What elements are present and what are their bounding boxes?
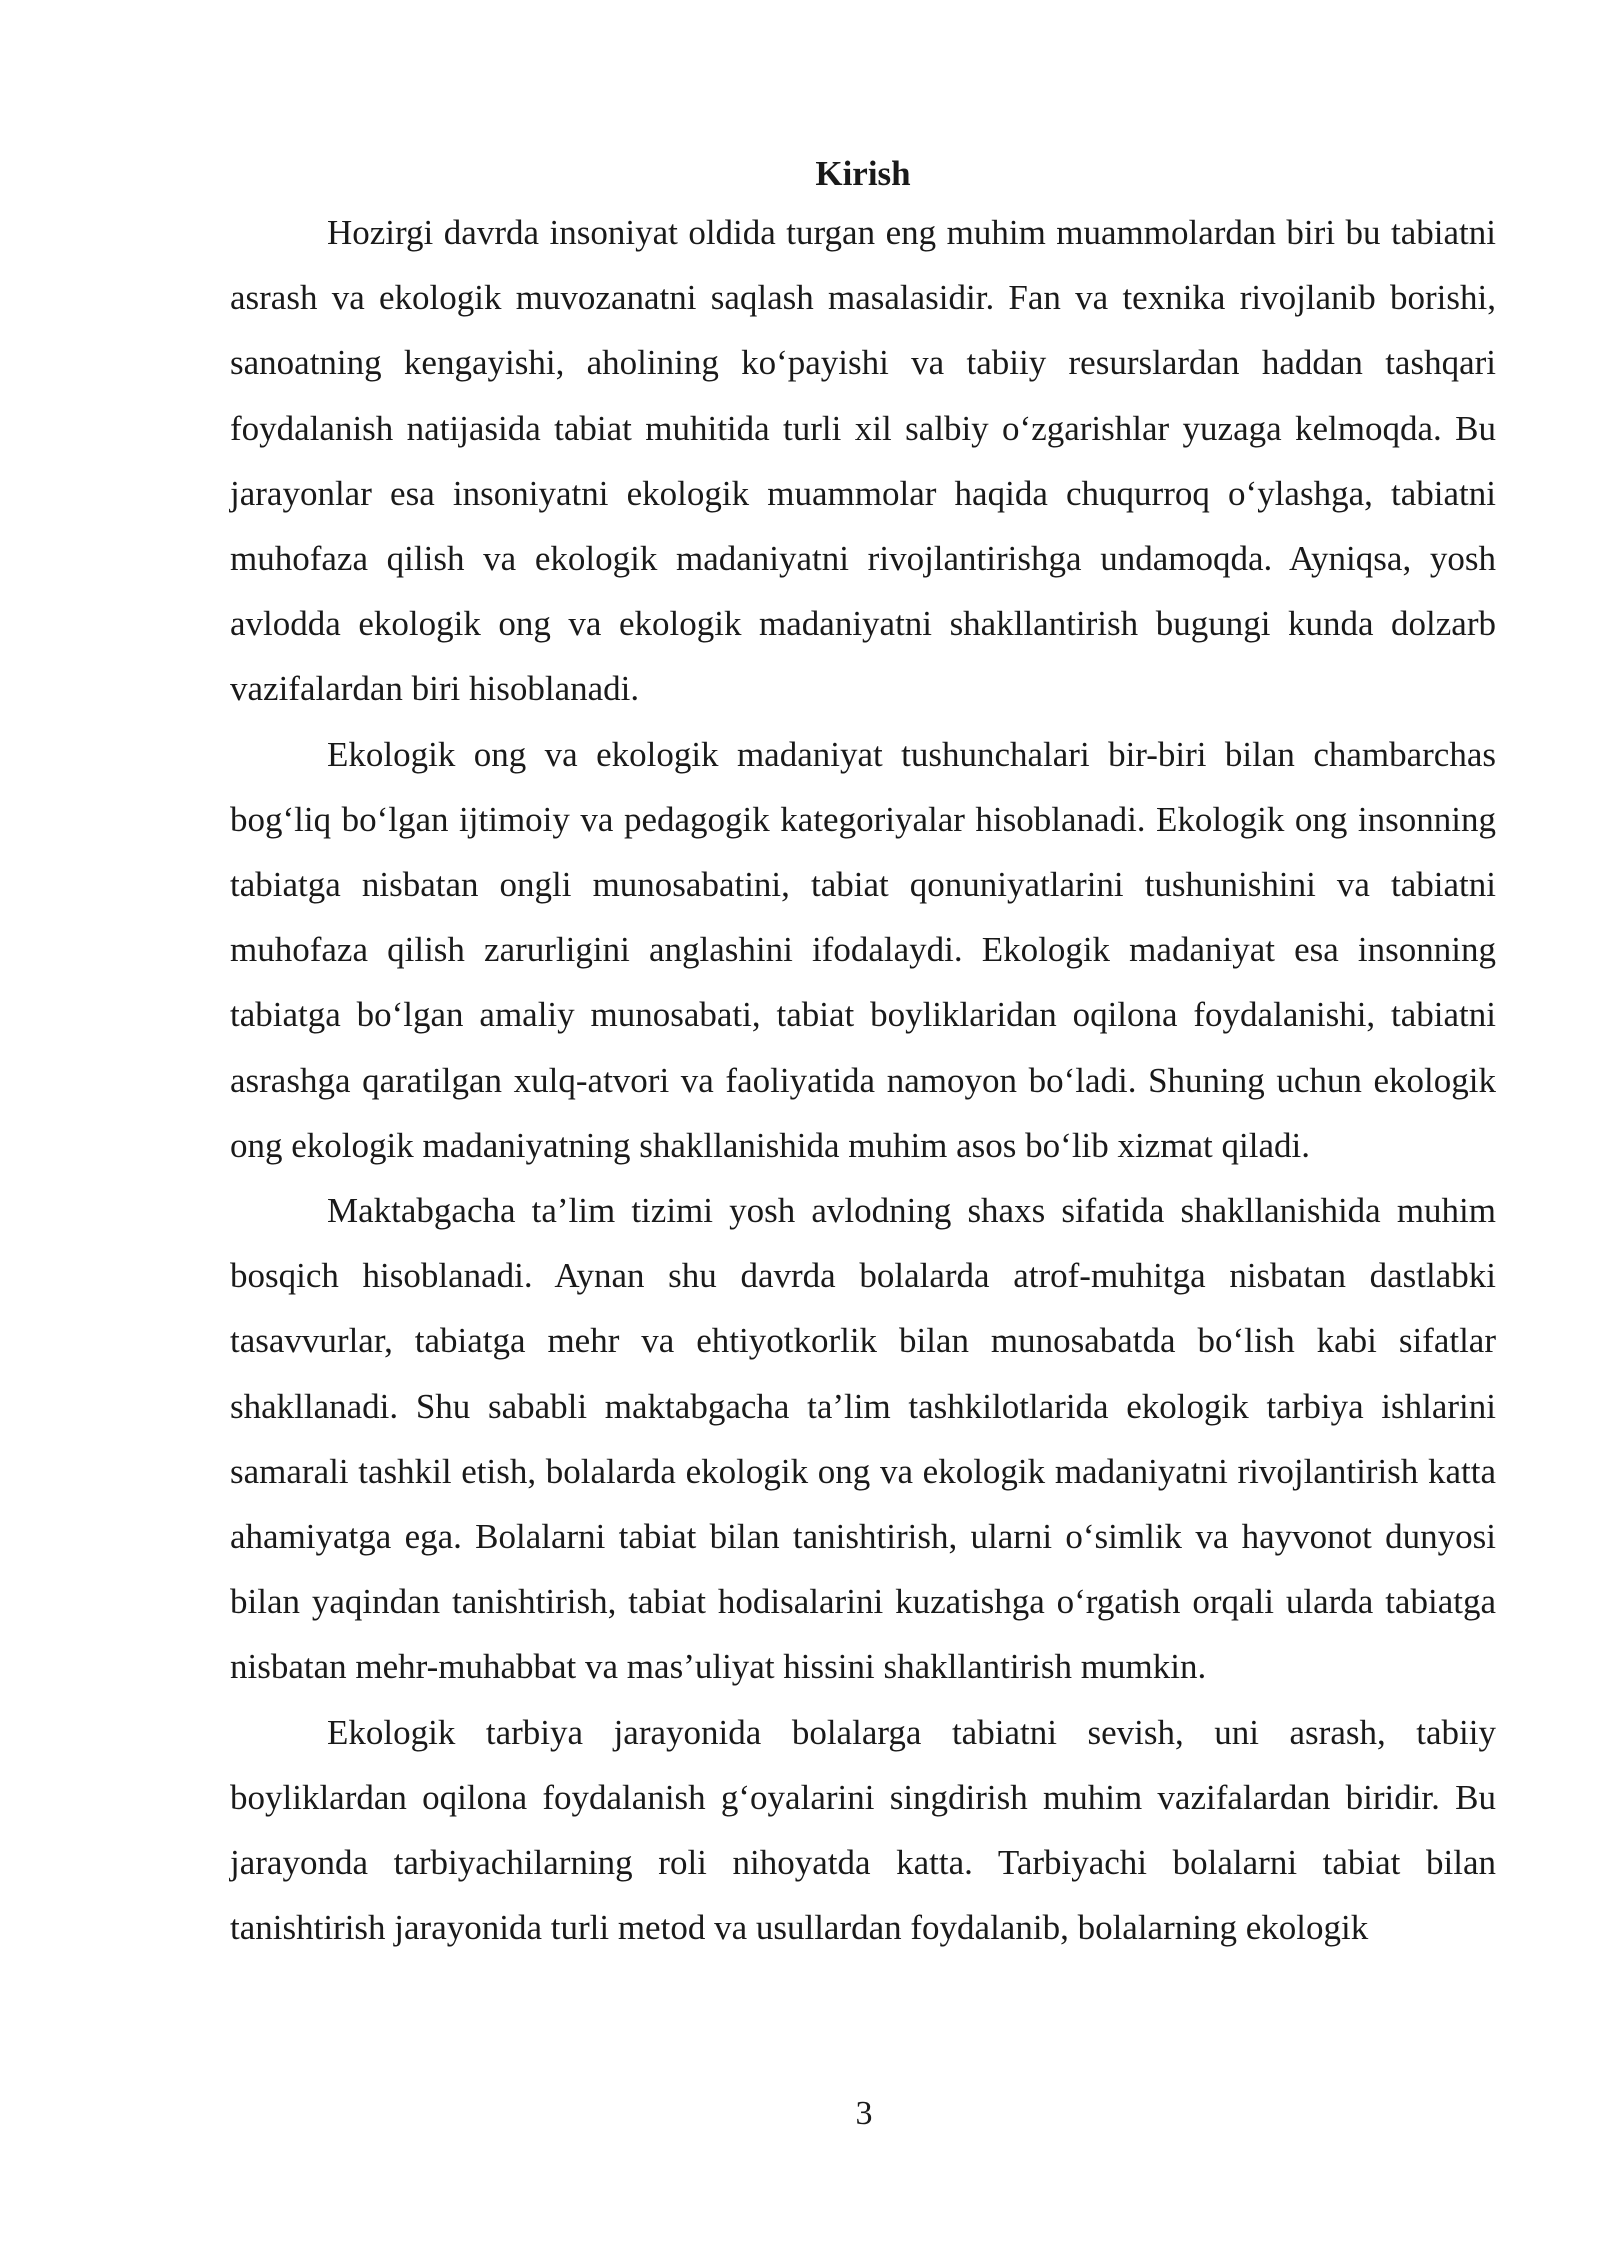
page-number: 3 bbox=[855, 2095, 873, 2132]
paragraph-2: Ekologik ong va ekologik madaniyat tushunchalari bir-biri bilan chambarchas bog‘liq bo‘lgan ijtimoiy va pedagogik kategoriyalar hisoblanadi. Ekologik ong insonning tabiatga nisbatan ongli munosabatini, tabiat qonuniyatlarini tushunishini va tabiatni muhofaza qilish zarurligini anglashini ifodalaydi. Ekologik madaniyat esa insonning tabiatga bo‘lgan amaliy munosabati, tabiat boyliklaridan oqilona foydalanishi, tabiatni asrashga qaratilgan xulq-atvori va faoliyatida namoyon bo‘ladi. Shuning uchun ekologik ong ekologik madaniyatning shakllanishida muhim asos bo‘lib xizmat qiladi. bbox=[230, 734, 1496, 1165]
paragraph-4: Ekologik tarbiya jarayonida bolalarga tabiatni sevish, uni asrash, tabiiy boyliklardan oqilona foydalanish g‘oyalarini singdirish muhim vazifalardan biridir. Bu jarayonda tarbiyachilarning roli nihoyatda katta. Tarbiyachi bolalarni tabiat bilan tanishtirish jarayonida turli metod va usullardan foydalanib, bolalarning ekologik bbox=[230, 1712, 1496, 1948]
page-content bbox=[230, 148, 1496, 1960]
paragraph-3: Maktabgacha ta’lim tizimi yosh avlodning shaxs sifatida shakllanishida muhim bosqich hisoblanadi. Aynan shu davrda bolalarda atrof-muhitga nisbatan dastlabki tasavvurlar, tabiatga mehr va ehtiyotkorlik bilan munosabatda bo‘lish kabi sifatlar shakllanadi. Shu sababli maktabgacha ta’lim tashkilotlarida ekologik tarbiya ishlarini samarali tashkil etish, bolalarda ekologik ong va ekologik madaniyatni rivojlantirish katta ahamiyatga ega. Bolalarni tabiat bilan tanishtirish, ularni o‘simlik va hayvonot dunyosi bilan yaqindan tanishtirish, tabiat hodisalarini kuzatishga o‘rgatish orqali ularda tabiatga nisbatan mehr-muhabbat va mas’uliyat hissini shakllantirish mumkin. bbox=[230, 1191, 1496, 1687]
section-title: Kirish bbox=[815, 154, 911, 193]
paragraph-1: Hozirgi davrda insoniyat oldida turgan eng muhim muammolardan biri bu tabiatni asrash va ekologik muvozanatni saqlash masalasidir. Fan va texnika rivojlanib borishi, sanoatning kengayishi, aholining ko‘payishi va tabiiy resurslardan haddan tashqari foydalanish natijasida tabiat muhitida turli xil salbiy o‘zgarishlar yuzaga kelmoqda. Bu jarayonlar esa insoniyatni ekologik muammolar haqida chuqurroq o‘ylashga, tabiatni muhofaza qilish va ekologik madaniyatni rivojlantirishga undamoqda. Ayniqsa, yosh avlodda ekologik ong va ekologik madaniyatni shakllantirish bugungi kunda dolzarb vazifalardan biri hisoblanadi. bbox=[230, 213, 1496, 709]
